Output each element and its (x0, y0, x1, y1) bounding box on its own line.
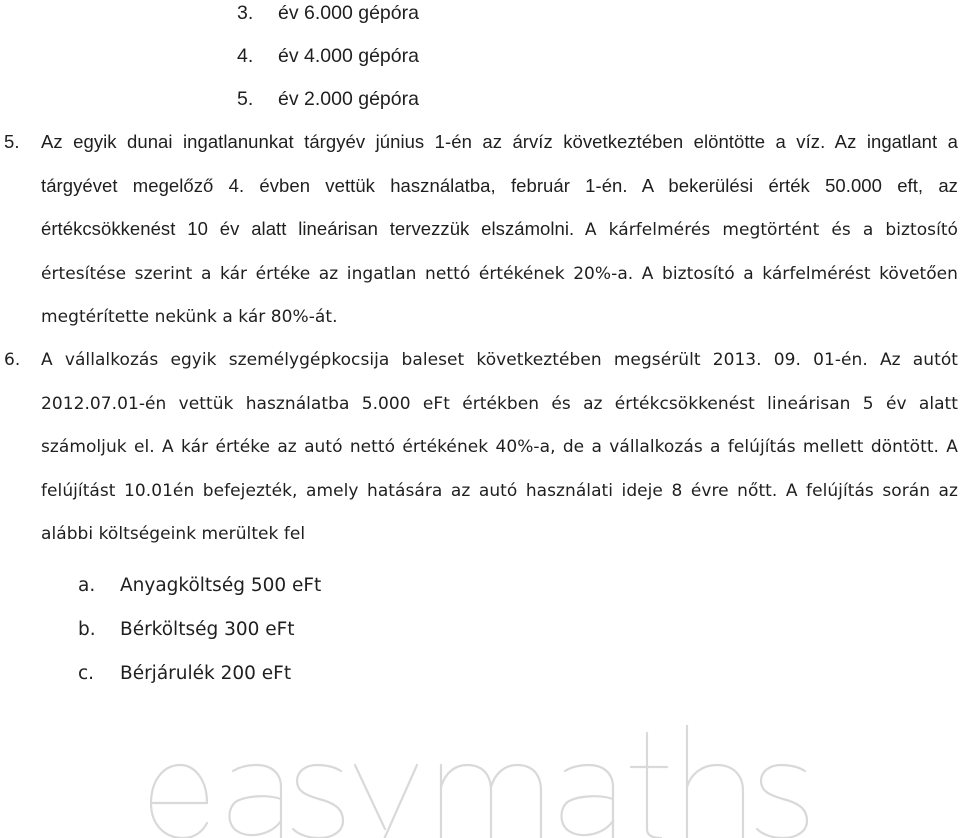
sub-list-number: 3. (237, 2, 254, 24)
task-number: 6. (4, 350, 21, 370)
task-text-part1: Az egyik dunai ingatlanunkat tárgyév június 1-én az árvíz következtében elöntötte a víz. Az ingatlant a tárgyévet megelőző 4. évben vettük használatba, február 1-én. A bekerülési érték 50.000 eft, az értékcsökkenést 10 év alatt lineárisan tervezzük elszámolni. (41, 131, 958, 240)
task-text: A vállalkozás egyik személygépkocsija baleset következtében megsérült 2013. 09. 01-én. Az autót 2012.07.01-én vettük használatba 5.000 eFt értékben és az értékcsökkenést lineárisan 5 év alatt számoljuk el. A kár értéke az autó nettó értékének 40%-a, de a vállalkozás a felújítás mellett döntött. A felújítást 10.01én befejezték, amely hatására az autó használati ideje 8 évre nőtt. A felújítás során az alábbi költségeink merültek fel (41, 350, 958, 545)
sub-list-number: 4. (237, 45, 254, 67)
easymaths-logo (145, 725, 935, 838)
lettered-list-item (78, 608, 295, 652)
sub-list-item (237, 0, 419, 26)
lettered-list-text: Bérköltség 300 eFt (120, 619, 295, 640)
sub-list-number: 5. (237, 88, 254, 110)
sub-list-text: év 6.000 gépóra (278, 2, 419, 24)
lettered-list-letter: a. (78, 575, 96, 596)
sub-list-text: év 2.000 gépóra (278, 88, 419, 110)
task-item-6 (0, 339, 958, 557)
task-text-part2: A kárfelmérés megtörtént és a biztosító értesítése szerint a kár értéke az ingatlan nettó értékének 20%-a. A biztosító a kárfelmérést követően megtérítette nekünk a kár 80%-át. (41, 220, 959, 328)
task-item-5 (0, 120, 958, 340)
sub-list-item (237, 86, 419, 112)
lettered-list-item (78, 564, 321, 608)
sub-list-item (237, 43, 419, 69)
lettered-list-text: Bérjárulék 200 eFt (120, 663, 292, 684)
task-number: 5. (4, 131, 20, 152)
lettered-list-letter: c. (78, 663, 95, 684)
lettered-list-letter: b. (78, 619, 96, 640)
lettered-list-text: Anyagköltség 500 eFt (120, 575, 322, 596)
lettered-list-item (78, 652, 291, 696)
sub-list-text: év 4.000 gépóra (278, 45, 419, 67)
